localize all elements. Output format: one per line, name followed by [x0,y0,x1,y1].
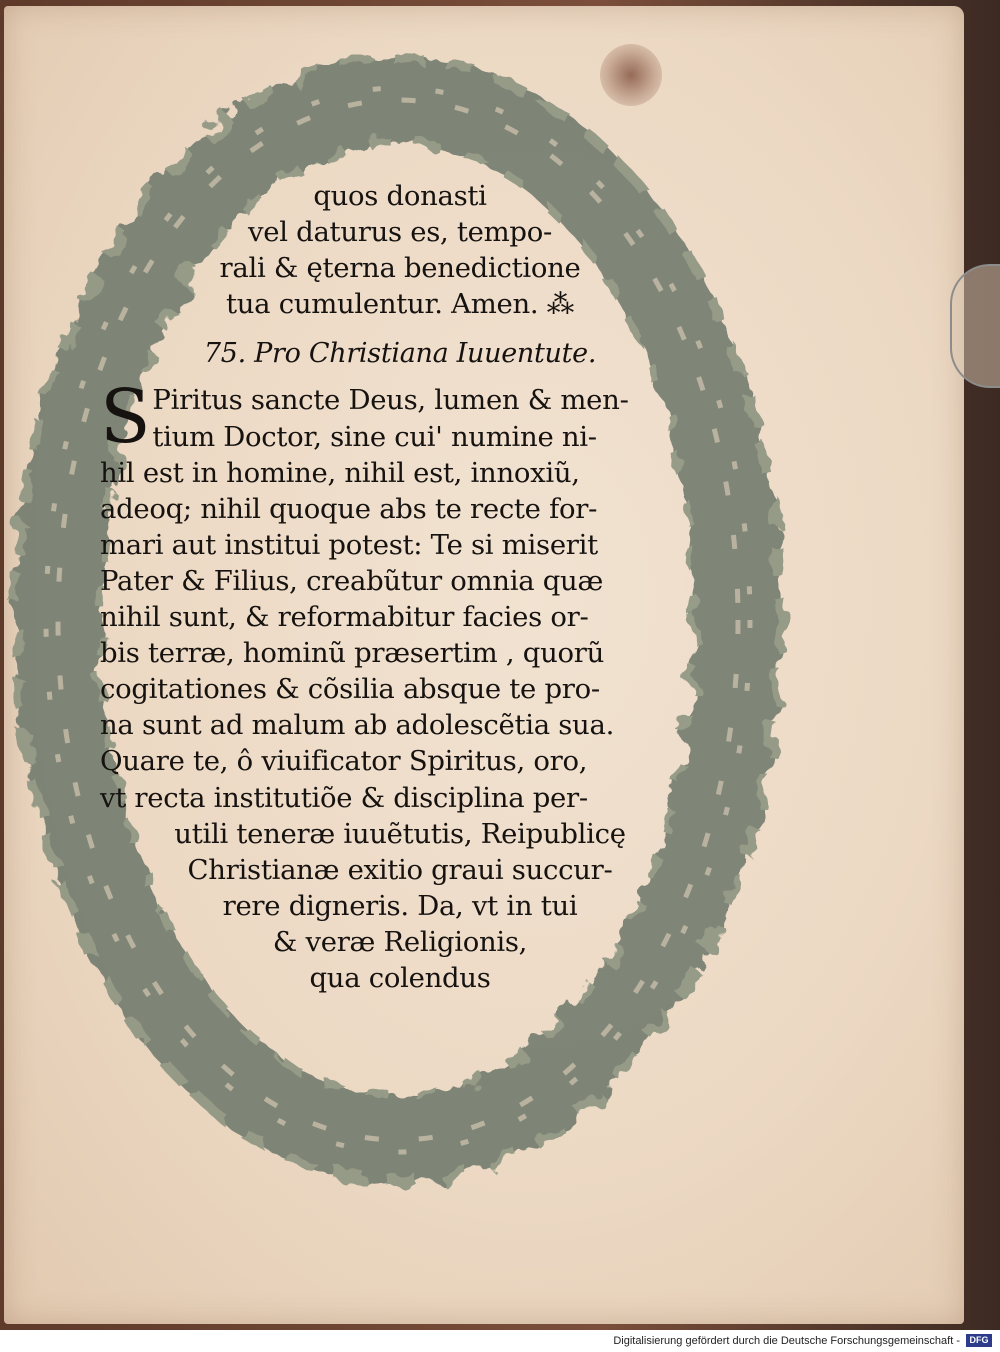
text-line: Christianæ exitio graui succur- [187,853,613,886]
text-line: hil est in homine, nihil est, innoxiũ, [100,456,580,489]
text-line: & veræ Religionis, [272,925,528,958]
dfg-logo: DFG [966,1334,992,1347]
text-line: quos donasti [313,180,487,212]
text-line: Pater & Filius, creabũtur omnia quæ [100,564,603,597]
text-line: rere digneris. Da, vt in tui [222,889,578,922]
text-line: na sunt ad malum ab adolescẽtia sua. [100,709,615,742]
text-line: tua cumulentur. Amen. ⁂ [226,288,574,321]
text-line: tium Doctor, sine cui' numine ni- [152,420,597,453]
funding-notice: Digitalisierung gefördert durch die Deutsche Forschungsgemeinschaft - [613,1335,960,1347]
dropcap-paragraph [100,374,700,461]
prayer-text [100,178,700,996]
text-line: utili teneræ iuuẽtutis, Reipublicę [174,817,626,850]
text-line: Quare te, ô viuificator Spiritus, oro, [100,745,588,778]
footer-bar [0,1330,1000,1352]
text-line: Piritus sancte Deus, lumen & men- [152,384,629,417]
text-line: vel daturus es, tempo- [248,216,552,249]
drop-cap-letter: S [100,374,151,461]
text-line: qua colendus [309,961,491,994]
text-line: bis terræ, hominũ præsertim , quorũ [100,637,605,670]
prayer-heading: 75. Pro Christiana Iuuentute. [203,338,597,370]
text-line: rali & ęterna benedictione [219,252,581,285]
text-line: vt recta institutiõe & disciplina per- [100,781,588,814]
text-line: cogitationes & cõsilia absque te pro- [100,673,600,706]
text-line: nihil sunt, & reformabitur facies or- [100,601,589,634]
text-line: adeoq; nihil quoque abs te recte for- [100,492,598,525]
text-line: mari aut institui potest: Te si miserit [100,528,598,561]
